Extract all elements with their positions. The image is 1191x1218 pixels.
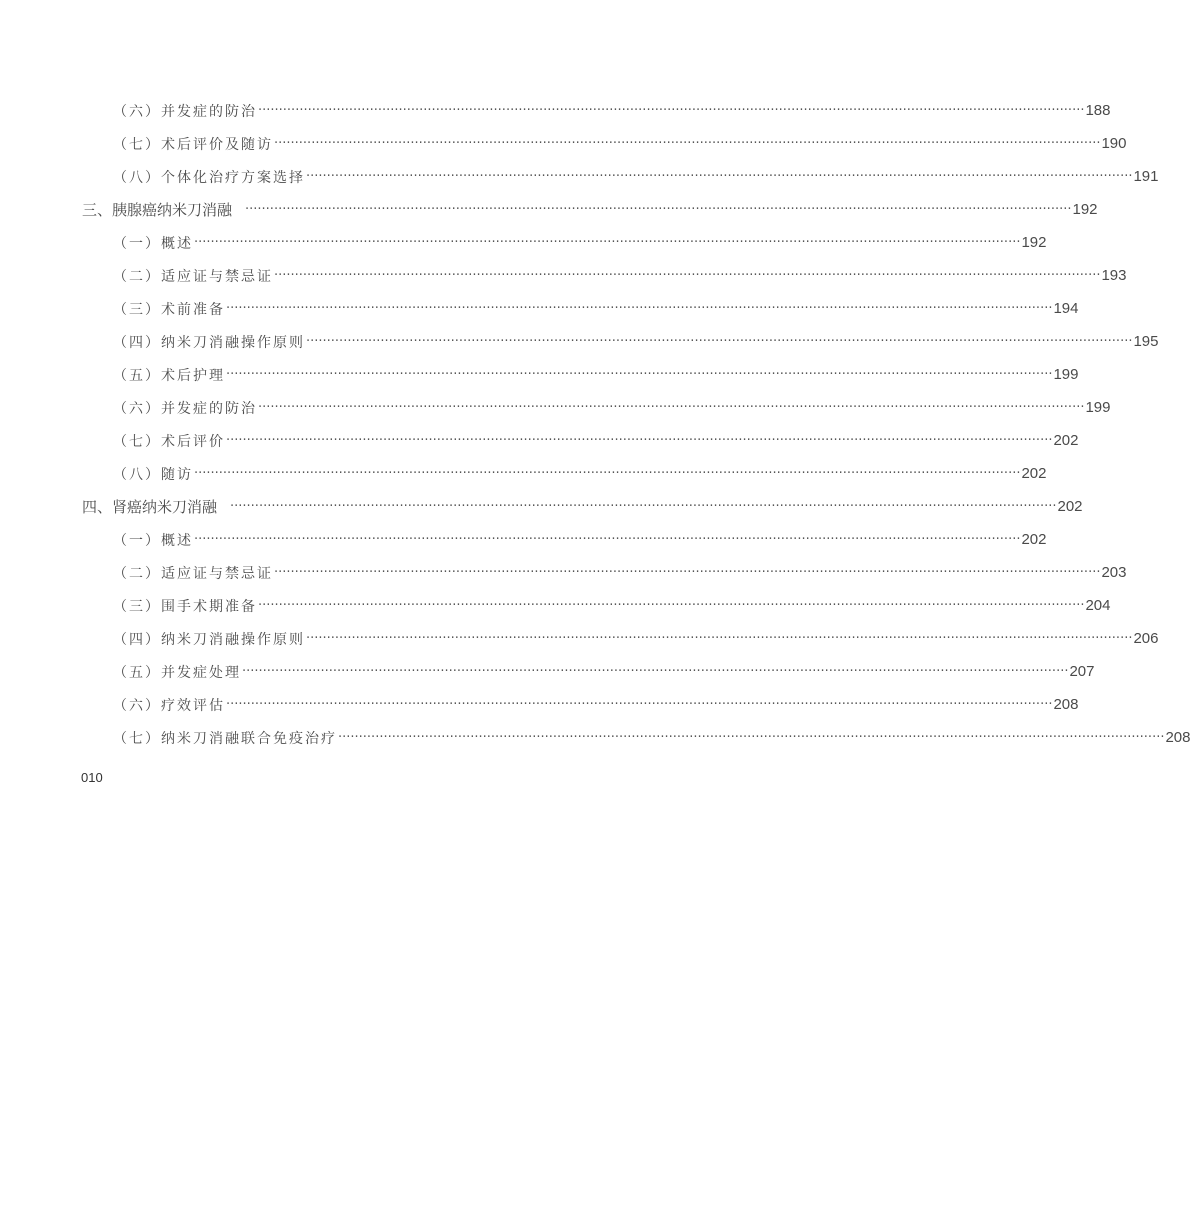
toc-entry-title: （七）纳米刀消融联合免疫治疗 <box>113 730 337 747</box>
toc-entry-line <box>113 589 1111 622</box>
toc-entry-line <box>113 325 1159 358</box>
toc-entry-page: 208 <box>1053 696 1079 713</box>
toc-entry-page: 194 <box>1053 300 1079 317</box>
toc-entry-line <box>113 94 1111 127</box>
toc-entry <box>0 622 1159 655</box>
toc-entry-title: 四、肾癌纳米刀消融 <box>82 498 218 516</box>
toc-entry <box>0 127 1127 160</box>
page-number: 010 <box>81 770 103 785</box>
toc-entry-page: 202 <box>1053 432 1079 449</box>
toc-dot-leader: ········································································································································································································ <box>226 697 1053 712</box>
toc-entry <box>0 688 1079 721</box>
toc-entry-page: 188 <box>1085 102 1111 119</box>
toc-dot-leader: ········································································································································································································ <box>274 268 1101 283</box>
toc-entry-line <box>113 358 1079 391</box>
toc-entry-page: 202 <box>1021 465 1047 482</box>
toc-entry-line <box>113 655 1095 688</box>
toc-entry-line <box>113 127 1127 160</box>
toc-entry-page: 192 <box>1072 201 1098 218</box>
toc-dot-leader: ········································································································································································································ <box>226 367 1053 382</box>
toc-entry-line <box>113 688 1079 721</box>
toc-dot-leader: ········································································································································································································ <box>258 598 1085 613</box>
toc-entry <box>0 325 1159 358</box>
toc-entry-page: 190 <box>1101 135 1127 152</box>
toc-entry-title: （八）个体化治疗方案选择 <box>113 169 305 186</box>
toc-entry-line <box>82 490 1083 523</box>
toc-entry-line <box>113 556 1127 589</box>
table-of-contents <box>0 94 1191 754</box>
toc-entry <box>0 292 1079 325</box>
toc-entry-page: 192 <box>1021 234 1047 251</box>
toc-entry-title: （四）纳米刀消融操作原则 <box>113 631 305 648</box>
toc-dot-leader: ········································································································································································································ <box>226 301 1053 316</box>
toc-entry <box>0 556 1127 589</box>
toc-entry-title: （六）并发症的防治 <box>113 400 257 417</box>
toc-dot-leader: ········································································································································································································ <box>194 532 1021 547</box>
toc-entry <box>0 457 1047 490</box>
toc-entry-page: 204 <box>1085 597 1111 614</box>
toc-entry-title: （四）纳米刀消融操作原则 <box>113 334 305 351</box>
toc-dot-leader: ········································································································································································································ <box>258 103 1085 118</box>
toc-entry-page: 199 <box>1053 366 1079 383</box>
toc-entry-line <box>113 457 1047 490</box>
toc-entry <box>0 655 1095 688</box>
toc-section-heading <box>0 490 1083 523</box>
toc-entry-line <box>113 391 1111 424</box>
toc-entry-title: （七）术后评价 <box>113 433 225 450</box>
toc-entry-page: 199 <box>1085 399 1111 416</box>
toc-entry-title: （七）术后评价及随访 <box>113 136 273 153</box>
toc-entry-title: （二）适应证与禁忌证 <box>113 268 273 285</box>
toc-entry-line <box>113 721 1191 754</box>
toc-section-heading <box>0 193 1098 226</box>
toc-entry <box>0 358 1079 391</box>
toc-dot-leader: ········································································································································································································ <box>242 664 1069 679</box>
toc-entry-line <box>113 160 1159 193</box>
toc-entry-title: （六）并发症的防治 <box>113 103 257 120</box>
toc-entry-line <box>113 226 1047 259</box>
toc-entry-page: 207 <box>1069 663 1095 680</box>
toc-entry-title: （二）适应证与禁忌证 <box>113 565 273 582</box>
toc-dot-leader: ········································································································································································································ <box>306 169 1133 184</box>
toc-entry-title: （八）随访 <box>113 466 193 483</box>
toc-dot-leader: ········································································································································································································ <box>274 136 1101 151</box>
toc-entry-line <box>113 622 1159 655</box>
toc-dot-leader: ········································································································································································································ <box>230 499 1057 514</box>
toc-entry-page: 203 <box>1101 564 1127 581</box>
toc-entry-page: 193 <box>1101 267 1127 284</box>
toc-entry <box>0 259 1127 292</box>
toc-entry-title: 三、胰腺癌纳米刀消融 <box>82 201 233 219</box>
toc-entry <box>0 721 1191 754</box>
toc-entry-page: 202 <box>1021 531 1047 548</box>
toc-entry-line <box>113 259 1127 292</box>
toc-entry <box>0 391 1111 424</box>
toc-entry-title: （三）术前准备 <box>113 301 225 318</box>
toc-entry <box>0 226 1047 259</box>
toc-entry-title: （一）概述 <box>113 235 193 252</box>
toc-dot-leader: ········································································································································································································ <box>194 235 1021 250</box>
toc-entry-line <box>82 193 1098 226</box>
toc-entry-line <box>113 523 1047 556</box>
toc-dot-leader: ········································································································································································································ <box>306 631 1133 646</box>
toc-entry-line <box>113 292 1079 325</box>
toc-dot-leader: ········································································································································································································ <box>274 565 1101 580</box>
toc-entry-page: 191 <box>1133 168 1159 185</box>
toc-entry-page: 206 <box>1133 630 1159 647</box>
toc-dot-leader: ········································································································································································································ <box>258 400 1085 415</box>
toc-entry <box>0 160 1159 193</box>
toc-entry <box>0 424 1079 457</box>
toc-entry-page: 208 <box>1165 729 1191 746</box>
toc-entry-page: 202 <box>1057 498 1083 515</box>
toc-entry-title: （六）疗效评估 <box>113 697 225 714</box>
toc-dot-leader: ········································································································································································································ <box>338 730 1165 745</box>
toc-entry <box>0 589 1111 622</box>
toc-entry-title: （三）围手术期准备 <box>113 598 257 615</box>
toc-dot-leader: ········································································································································································································ <box>194 466 1021 481</box>
toc-entry <box>0 94 1111 127</box>
toc-entry <box>0 523 1047 556</box>
toc-dot-leader: ········································································································································································································ <box>226 433 1053 448</box>
toc-dot-leader: ········································································································································································································ <box>245 202 1072 217</box>
toc-entry-title: （一）概述 <box>113 532 193 549</box>
toc-entry-line <box>113 424 1079 457</box>
toc-entry-title: （五）术后护理 <box>113 367 225 384</box>
toc-entry-title: （五）并发症处理 <box>113 664 241 681</box>
toc-entry-page: 195 <box>1133 333 1159 350</box>
toc-dot-leader: ········································································································································································································ <box>306 334 1133 349</box>
